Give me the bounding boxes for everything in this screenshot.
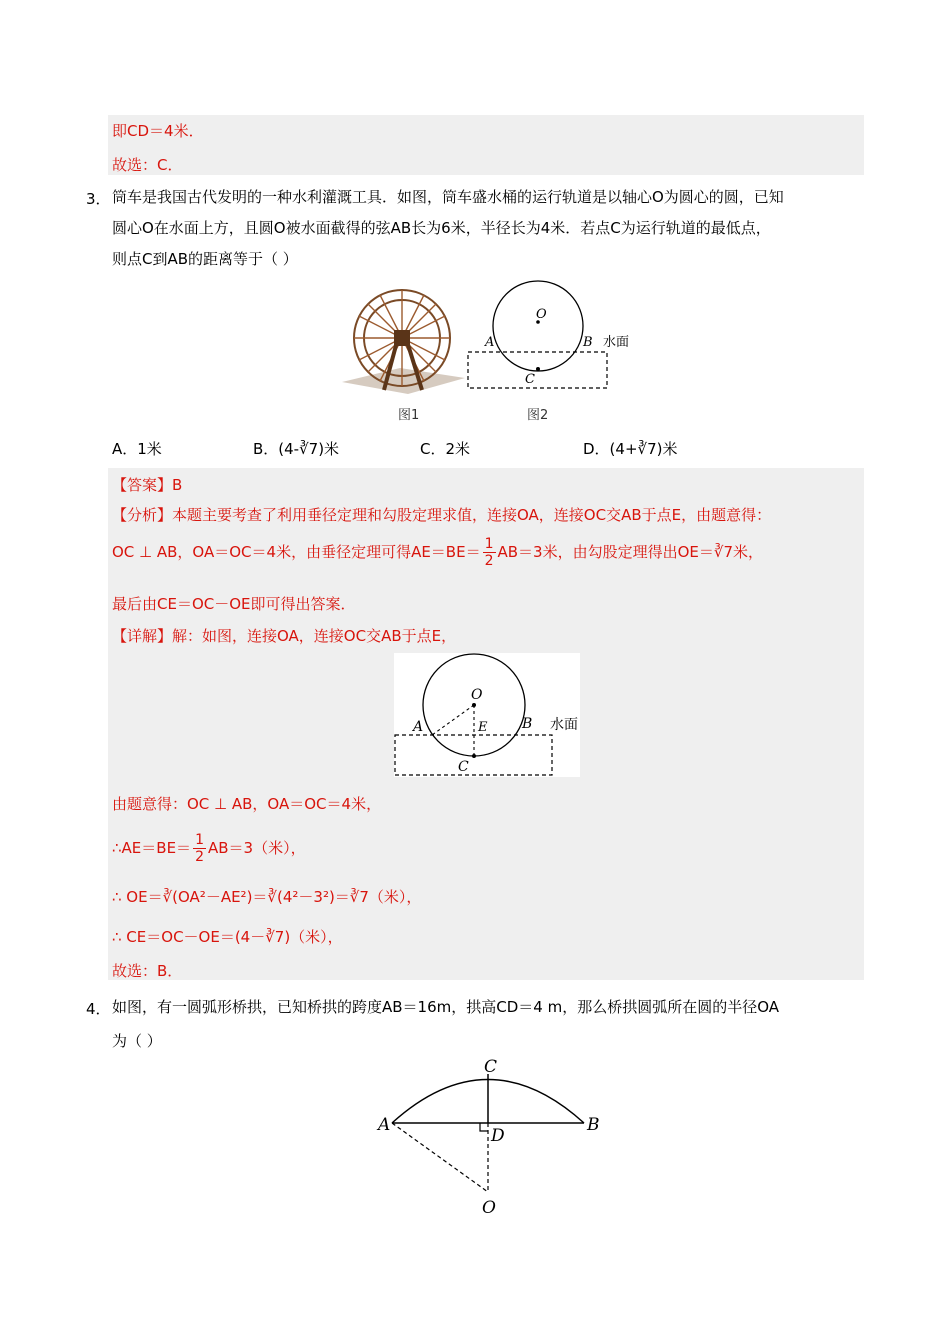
prev-line-1: 即CD＝4米． <box>112 122 204 140</box>
q3-detail-label-A: A <box>413 719 424 735</box>
q3-analysis-line-2a: OC ⊥ AB，OA＝OC＝4米，由垂径定理可得AE＝BE＝ <box>112 543 481 561</box>
q3-stem-line-1: 筒车是我国古代发明的一种水利灌溉工具．如图，筒车盛水桶的运行轨道是以轴心O为圆心的圆，已知 <box>112 188 784 206</box>
q3-fig2-label-B: B <box>583 335 593 350</box>
q3-number: 3． <box>86 190 111 208</box>
q4-label-D: D <box>491 1126 505 1146</box>
q3-analysis-line-3: 最后由CE＝OC－OE即可得出答案． <box>112 595 356 613</box>
q3-fig2-water-label: 水面 <box>603 335 630 350</box>
q4-stem-line-1: 如图，有一圆弧形桥拱，已知桥拱的跨度AB＝16m，拱高CD＝4 m，那么桥拱圆弧所在圆的半径OA <box>112 998 780 1016</box>
q3-answer: 【答案】B <box>112 476 183 494</box>
q3-figure-2-caption: 图2 <box>527 408 549 423</box>
q3-analysis-line-2 <box>112 536 763 569</box>
q4-segment-AO <box>392 1123 488 1192</box>
q3-fig2-label-C: C <box>525 372 535 387</box>
q4-label-B: B <box>587 1115 600 1135</box>
q3-detail-label-B: B <box>522 716 533 732</box>
q3-detail-fraction: $\frac{1}{2}$ <box>195 832 204 865</box>
q4-number: 4． <box>86 1000 111 1018</box>
q3-detail-line-6: 故选：B． <box>112 962 183 980</box>
q3-detail-line-5: ∴ CE＝OC－OE＝(4－∛7)（米）， <box>112 928 343 946</box>
q4-label-C: C <box>484 1057 498 1077</box>
q3-detail-label-E: E <box>478 720 488 735</box>
q3-detail-line-3b: AB＝3（米）， <box>207 839 306 857</box>
q3-detail-line-4: ∴ OE＝∛(OA²－AE²)＝∛(4²－3²)＝∛7（米）， <box>112 888 422 906</box>
q3-analysis-line-2b: AB＝3米，由勾股定理得出OE＝∛7米， <box>497 543 763 561</box>
q3-analysis-fraction: $\frac{1}{2}$ <box>484 536 494 569</box>
q3-option-d[interactable]: D．(4+∛7)米 <box>583 440 678 458</box>
q3-detail-label-C: C <box>458 759 469 775</box>
q3-detail-line-1: 【详解】解：如图，连接OA，连接OC交AB于点E， <box>112 627 457 645</box>
q3-detail-line-3 <box>112 832 306 865</box>
q3-stem-line-2: 圆心O在水面上方，且圆O被水面截得的弦AB长为6米，半径长为4米．若点C为运行轨道的最低点， <box>112 219 771 237</box>
q4-label-A: A <box>378 1115 391 1135</box>
q3-detail-figure <box>394 653 580 777</box>
q3-detail-label-O: O <box>471 687 483 703</box>
q3-option-b[interactable]: B．(4-∛7)米 <box>253 440 340 458</box>
q3-fig2-label-A: A <box>485 335 495 350</box>
q3-stem-line-3: 则点C到AB的距离等于（ ） <box>112 250 298 268</box>
q4-stem-line-2: 为（ ） <box>112 1032 162 1050</box>
q3-detail-water-label: 水面 <box>550 717 578 733</box>
q4-label-O: O <box>482 1198 496 1218</box>
q3-fig2-label-O: O <box>536 307 547 322</box>
q3-figure-2 <box>465 280 635 410</box>
q4-figure <box>370 1050 610 1220</box>
q3-option-a[interactable]: A．1米 <box>112 440 162 458</box>
q3-analysis-line-1: 【分析】本题主要考查了利用垂径定理和勾股定理求值，连接OA，连接OC交AB于点E，由题意得： <box>112 506 772 524</box>
q3-detail-line-2: 由题意得：OC ⊥ AB，OA＝OC＝4米， <box>112 795 382 813</box>
q3-fig2-circle <box>493 281 583 371</box>
q3-option-c[interactable]: C．2米 <box>420 440 471 458</box>
q3-detail-line-3a: ∴AE＝BE＝ <box>112 839 192 857</box>
q3-figure-1-waterwheel <box>340 280 465 410</box>
prev-solution-box <box>108 115 864 175</box>
q3-figure-1-caption: 图1 <box>398 408 420 423</box>
prev-line-2: 故选：C． <box>112 156 183 174</box>
q4-right-angle-mark <box>480 1123 488 1131</box>
